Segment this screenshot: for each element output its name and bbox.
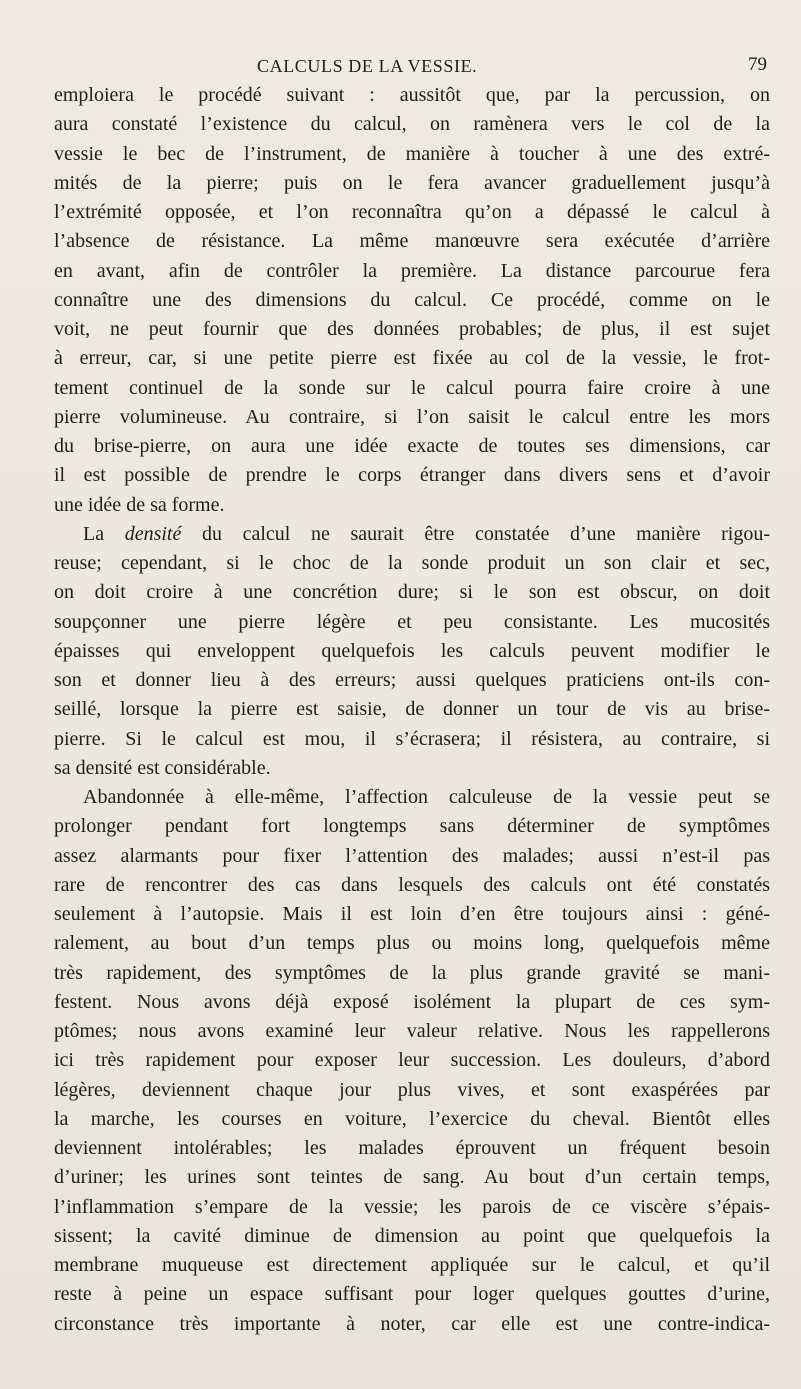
paragraph-1	[54, 81, 770, 520]
text-line: on doit croire à une concrétion dure; si le son est obscur, on doit	[54, 581, 770, 604]
text-line-with-italic-term	[54, 520, 770, 549]
body-text	[54, 81, 770, 1381]
text-line: sa densité est considérable.	[54, 756, 271, 779]
text-line: prolonger pendant fort longtemps sans déterminer de symptômes	[54, 815, 770, 838]
text-line: soupçonner une pierre légère et peu consistante. Les mucosités	[54, 610, 770, 633]
text-line: seillé, lorsque la pierre est saisie, de donner un tour de vis au brise-	[54, 698, 770, 721]
page-number: 79	[748, 54, 767, 75]
text-line: d’uriner; les urines sont teintes de sang. Au bout d’un certain temps,	[54, 1166, 770, 1189]
text-line: mités de la pierre; puis on le fera avancer graduellement jusqu’à	[54, 171, 770, 194]
paragraph-2	[54, 520, 770, 783]
text-line: vessie le bec de l’instrument, de manière à toucher à une des extré-	[54, 142, 770, 165]
text-line: ici très rapidement pour exposer leur succession. Les douleurs, d’abord	[54, 1049, 770, 1072]
text-line: voit, ne peut fournir que des données probables; de plus, il est sujet	[54, 318, 770, 340]
text-line: pierre. Si le calcul est mou, il s’écrasera; il résistera, au contraire, si	[54, 727, 770, 750]
italic-term: densité	[124, 522, 182, 545]
text-line: reste à peine un espace suffisant pour loger quelques gouttes d’urine,	[54, 1283, 770, 1306]
text-line: en avant, afin de contrôler la première. La distance parcourue fera	[54, 259, 770, 282]
text-line: rare de rencontrer des cas dans lesquels des calculs ont été constatés	[54, 873, 770, 896]
text-line: légères, deviennent chaque jour plus vives, et sont exaspérées par	[54, 1078, 770, 1101]
text-line: circonstance très importante à noter, car elle est une contre-indica-	[54, 1312, 770, 1335]
paragraph-3	[54, 783, 770, 1339]
text-line: aura constaté l’existence du calcul, on ramènera vers le col de la	[54, 113, 770, 136]
text-line: une idée de sa forme.	[54, 493, 225, 516]
text-line: la marche, les courses en voiture, l’exercice du cheval. Bientôt elles	[54, 1107, 770, 1130]
text-line: ptômes; nous avons examiné leur valeur relative. Nous les rappellerons	[54, 1020, 770, 1042]
line-suffix: du calcul ne saurait être constatée d’une manière rigou-	[181, 522, 770, 545]
text-line: l’absence de résistance. La même manœuvre sera exécutée d’arrière	[54, 230, 770, 253]
text-line: l’inflammation s’empare de la vessie; les parois de ce viscère s’épais-	[54, 1195, 770, 1218]
text-line: connaître une des dimensions du calcul. Ce procédé, comme on le	[54, 288, 770, 311]
text-line: membrane muqueuse est directement appliquée sur le calcul, et qu’il	[54, 1254, 770, 1276]
text-line: emploiera le procédé suivant : aussitôt que, par la percussion, on	[54, 84, 770, 106]
text-line: épaisses qui enveloppent quelquefois les calculs peuvent modifier le	[54, 639, 770, 662]
text-line: seulement à l’autopsie. Mais il est loin d’en être toujours ainsi : géné-	[54, 903, 770, 925]
text-line: sissent; la cavité diminue de dimension au point que quelquefois la	[54, 1224, 770, 1247]
running-head: CALCULS DE LA VESSIE.	[257, 56, 478, 76]
text-line: il est possible de prendre le corps étranger dans divers sens et d’avoir	[54, 464, 770, 487]
text-line: assez alarmants pour fixer l’attention des malades; aussi n’est-il pas	[54, 844, 770, 867]
text-line: l’extrémité opposée, et l’on reconnaîtra qu’on a dépassé le calcul à	[54, 201, 770, 223]
text-line: du brise-pierre, on aura une idée exacte de toutes ses dimensions, car	[54, 435, 770, 457]
line-prefix: La	[83, 522, 125, 545]
text-line: ralement, au bout d’un temps plus ou moins long, quelquefois même	[54, 932, 770, 955]
text-line: festent. Nous avons déjà exposé isolément la plupart de ces sym-	[54, 990, 770, 1013]
text-line: tement continuel de la sonde sur le calcul pourra faire croire à une	[54, 376, 770, 399]
text-line: son et donner lieu à des erreurs; aussi quelques praticiens ont-ils con-	[54, 669, 770, 691]
text-line: à erreur, car, si une petite pierre est fixée au col de la vessie, le frot-	[54, 347, 770, 370]
text-line: reuse; cependant, si le choc de la sonde produit un son clair et sec,	[54, 552, 770, 574]
text-line: Abandonnée à elle-même, l’affection calculeuse de la vessie peut se	[83, 786, 770, 808]
text-line: pierre volumineuse. Au contraire, si l’on saisit le calcul entre les mors	[54, 405, 770, 428]
text-line: très rapidement, des symptômes de la plus grande gravité se mani-	[54, 961, 770, 984]
page-header	[257, 56, 777, 82]
text-line: deviennent intolérables; les malades éprouvent un fréquent besoin	[54, 1137, 770, 1159]
